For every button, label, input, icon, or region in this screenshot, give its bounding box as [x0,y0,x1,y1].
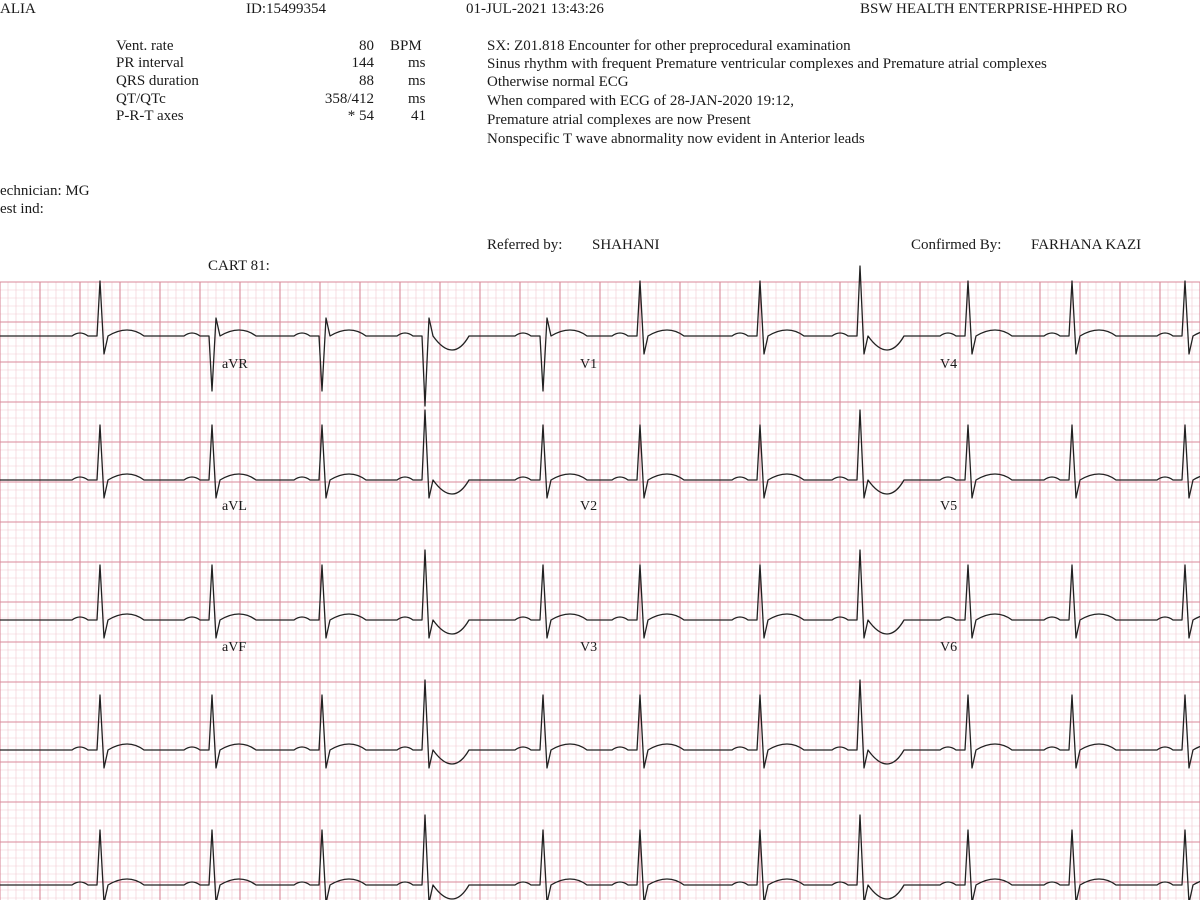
measurement-value: 88 [359,73,374,89]
institution-name: BSW HEALTH ENTERPRISE-HHPED RO [860,1,1128,17]
measurement-label: QT/QTc [116,91,166,107]
measurement-unit: ms [408,91,426,107]
measurement-value: 358/412 [324,91,374,107]
interpretation-line: Sinus rhythm with frequent Premature ventricular complexes and Premature atrial complexes [487,56,1047,72]
measurement-unit: ms [408,73,426,89]
lead-label-v4: V4 [940,357,958,372]
measurement-label: P-R-T axes [116,108,184,124]
confirmed-by-name: FARHANA KAZI [1031,237,1142,253]
lead-label-avf: aVF [222,640,247,655]
measurement-label: Vent. rate [116,38,174,54]
lead-label-avl: aVL [222,499,247,514]
interpretation-line: Otherwise normal ECG [487,74,629,90]
technician: echnician: MG [0,183,90,199]
lead-label-v6: V6 [940,640,958,655]
cart-label: CART 81: [208,258,270,274]
interpretation-line: Premature atrial complexes are now Present [487,112,751,128]
referred-by-label: Referred by: [487,237,563,253]
measurement-value: * 54 [347,108,374,124]
lead-label-v3: V3 [580,640,598,655]
referred-by-name: SHAHANI [592,237,660,253]
measurement-value: 144 [351,55,374,71]
patient-name: ALIA [0,1,36,17]
patient-id: ID:15499354 [246,1,326,17]
measurement-label: PR interval [116,55,184,71]
interpretation-line: When compared with ECG of 28-JAN-2020 19:12, [487,93,795,109]
test-indication: est ind: [0,201,44,217]
lead-label-v5: V5 [940,499,958,514]
interpretation-line: Nonspecific T wave abnormality now evident in Anterior leads [487,131,865,147]
lead-label-avr: aVR [222,357,248,372]
measurement-unit: ms [408,55,426,71]
measurement-unit: BPM [390,38,422,54]
measurement-value: 80 [359,38,374,54]
measurement-label: QRS duration [116,73,199,89]
recording-datetime: 01-JUL-2021 13:43:26 [466,1,604,17]
measurement-unit: 41 [411,108,426,124]
confirmed-by-label: Confirmed By: [911,237,1002,253]
interpretation-line: SX: Z01.818 Encounter for other preprocedural examination [487,38,851,54]
lead-label-v2: V2 [580,499,598,514]
lead-label-v1: V1 [580,357,598,372]
ecg-grid-major [0,282,1200,900]
